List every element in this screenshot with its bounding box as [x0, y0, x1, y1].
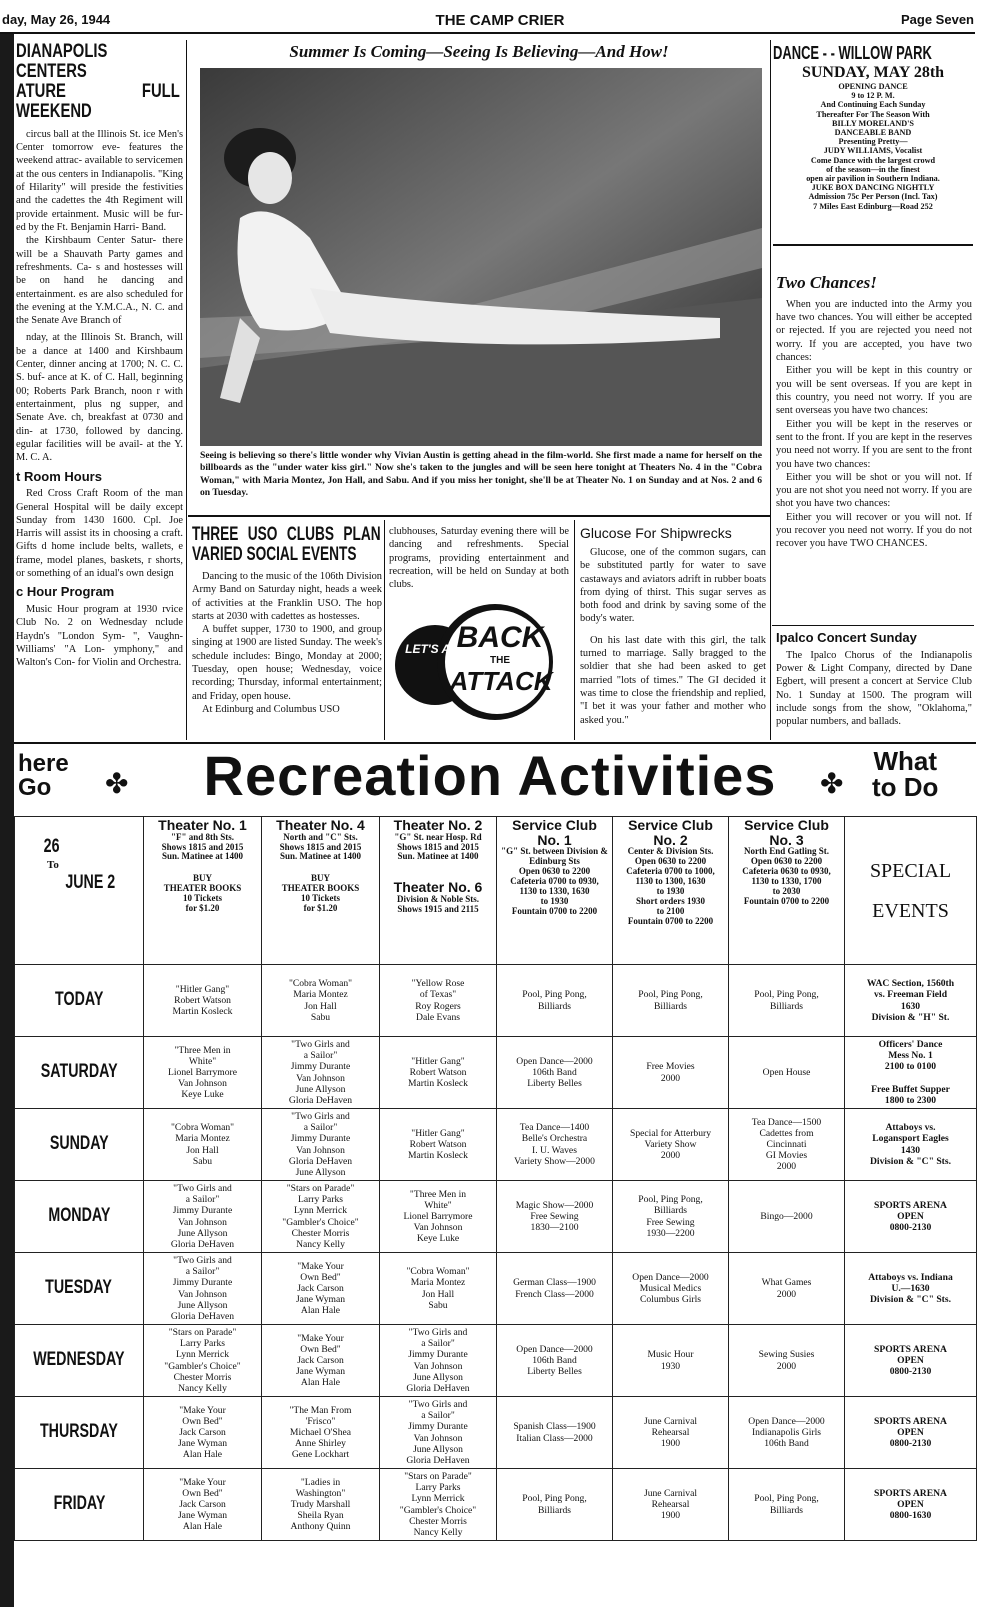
schedule-cell: Open Dance—2000 106th Band Liberty Belles — [497, 1037, 613, 1109]
schedule-cell: "Two Girls and a Sailor" Jimmy Durante Van Johnson Gloria DeHaven June Allyson — [262, 1109, 380, 1181]
schedule-cell: Open Dance—2000 Indianapolis Girls 106th Band — [729, 1397, 845, 1469]
col-detail: "G" St. near Hosp. Rd Shows 1815 and 2015 Sun. Matinee at 1400 — [394, 831, 482, 862]
lets-all-text: LET'S ALL — [405, 642, 465, 656]
uso-paragraph: Dancing to the music of the 106th Division Army Band on Saturday night, heads a week of activities at the Franklin USO. The hop starts at 2030 with cadettes as hostesses. — [192, 570, 382, 622]
banner-right: What to Do — [872, 746, 939, 802]
schedule-cell: Pool, Ping Pong, Billiards — [729, 965, 845, 1037]
col-header-service-club-1 — [497, 817, 613, 965]
glucose-paragraph: Glucose, one of the common sugars, can be substituted partly for water to save castaways and aviators adrift in rubber boats from dying of thirst. This sugar serves as both food and drink by saving some of the body's water. — [580, 546, 766, 625]
day-cell — [15, 1397, 144, 1469]
back-text: BACK — [456, 621, 544, 654]
schedule-cell: "Two Girls and a Sailor" Jimmy Durante Van Johnson June Allyson Gloria DeHaven — [144, 1181, 262, 1253]
schedule-cell: Special for Atterbury Variety Show 2000 — [613, 1109, 729, 1181]
schedule-cell: "The Man From 'Frisco" Michael O'Shea Anne Shirley Gene Lockhart — [262, 1397, 380, 1469]
schedule-cell: Tea Dance—1400 Belle's Orchestra I. U. Waves Variety Show—2000 — [497, 1109, 613, 1181]
schedule-cell: Magic Show—2000 Free Sewing 1830—2100 — [497, 1181, 613, 1253]
schedule-cell: "Cobra Woman" Maria Montez Jon Hall Sabu — [144, 1109, 262, 1181]
schedule-cell: Pool, Ping Pong, Billiards — [613, 965, 729, 1037]
two-chances-paragraph: Either you will recover or you will not. If you recover you need not worry. If you do not recover you have TWO CHANCES. — [776, 511, 972, 550]
day-label: THURSDAY — [40, 1421, 118, 1443]
schedule-cell: "Make Your Own Bed" Jack Carson Jane Wyman Alan Hale — [262, 1253, 380, 1325]
dance-ad-line: BILLY MORELAND'S — [832, 118, 914, 128]
left-column — [16, 42, 183, 752]
dance-ad-line: Thereafter For The Season With — [816, 109, 930, 119]
day-cell — [15, 1253, 144, 1325]
schedule-cell: "Cobra Woman" Maria Montez Jon Hall Sabu — [380, 1253, 497, 1325]
schedule-cell: Open Dance—2000 106th Band Liberty Belles — [497, 1325, 613, 1397]
glucose-headline: Glucose For Shipwrecks — [580, 525, 732, 541]
page-number: Page Seven — [901, 12, 974, 27]
dance-ad-line: Admission 75c Per Person (Incl. Tax) — [808, 192, 938, 202]
col-title: SPECIAL EVENTS — [869, 859, 952, 922]
col-extra: BUY THEATER BOOKS 10 Tickets for $1.20 — [281, 873, 360, 914]
dance-ad-line: Presenting Pretty— — [838, 137, 908, 147]
col-detail: "F" and 8th Sts. Shows 1815 and 2015 Sun. Matinee at 1400 — [161, 831, 244, 862]
schedule-cell: "Two Girls and a Sailor" Jimmy Durante Van Johnson June Allyson Gloria DeHaven — [380, 1325, 497, 1397]
dance-ad — [773, 44, 973, 246]
schedule-cell: "Cobra Woman" Maria Montez Jon Hall Sabu — [262, 965, 380, 1037]
schedule-cell: Free Movies 2000 — [613, 1037, 729, 1109]
col-header-theater-2 — [380, 817, 497, 965]
centers-paragraph: the Kirshbaum Center Satur- there will be a Shauvath Party games and refreshments. Ca- s and hostesses will be on hand he dancing and entertainment. es are also scheduled for the evening at the Y.M.C.A., N. C. and the Senate Ave Branch of — [16, 235, 183, 327]
day-cell — [15, 1181, 144, 1253]
photo-caption: Seeing is believing so there's little wonder why Vivian Austin is getting ahead in the film-world. She first made a name for herself on the billboards as the "under water kiss girl." Now she's taken to the jungles and will be seen here tonight at Theaters No. 4 in the "Cobra Woman," with Maria Montez, Jon Hall, and Sabu. And if you miss her tonight, she'll be at Theater No. 1 on Sunday and at Nos. 2 and 6 on Tuesday. — [200, 450, 762, 498]
schedule-cell: Open House — [729, 1037, 845, 1109]
recreation-schedule — [14, 816, 977, 1541]
centers-paragraph: nday, at the Illinois St. Branch, will be a dance at 1400 and Kirshbaum Center, dinner ancing at 1700; N. C. C. S. buf- ance at K. of C. Hall, beginning 00; Roberts Park Branch, noon r with entertainment, plus ng supper, and Senate Ave. ch, breakfast at 0730 and din- at 1730, followed by dancing. egular facilities will be avail- at the Y. M. C. A. — [16, 332, 183, 464]
two-chances-paragraph: Either you will be kept in the reserves or sent to the front. If you are kept in the reserves you need not worry. If you are sent to the front you have two chances: — [776, 418, 972, 470]
attack-text: ATTACK — [449, 666, 553, 696]
banner-ornament-left: ✤ — [105, 769, 129, 800]
vivian-austin-photo — [200, 68, 762, 446]
two-chances-paragraph: Either you will be kept in this country or you will be sent overseas. If you are kept in this country, you need not worry. If you are sent overseas you have two chances: — [776, 365, 972, 417]
centers-headline: DIANAPOLIS CENTERS ATURE FULL WEEKEND — [16, 42, 180, 122]
col-detail: North End Gatling St. Open 0630 to 2200 Cafeteria 0630 to 0930, 1130 to 1330, 1700 to 2030 Fountain 0700 to 2200 — [742, 846, 831, 906]
schedule-day-row — [15, 965, 977, 1037]
col-title: Theater No. 2 — [393, 817, 483, 833]
dance-ad-line: of the season—in the finest — [826, 164, 920, 174]
schedule-cell: SPORTS ARENA OPEN 0800-2130 — [845, 1325, 977, 1397]
day-label: TUESDAY — [45, 1277, 113, 1299]
section-rule — [772, 625, 974, 626]
schedule-cell: "Hitler Gang" Robert Watson Martin Kosleck — [380, 1109, 497, 1181]
day-label: SUNDAY — [49, 1133, 109, 1155]
schedule-cell: Sewing Susies 2000 — [729, 1325, 845, 1397]
col-title: Service Club No. 1 — [512, 817, 597, 848]
dance-ad-date: SUNDAY, MAY 28th — [801, 63, 945, 81]
schedule-cell: Attaboys vs. Indiana U.—1630 Division & "C" Sts. — [845, 1253, 977, 1325]
schedule-cell: "Stars on Parade" Larry Parks Lynn Merrick "Gambler's Choice" Chester Morris Nancy Kelly — [144, 1325, 262, 1397]
col-header-theater-1 — [144, 817, 262, 965]
dance-ad-line: JUDY WILLIAMS, Vocalist — [823, 146, 923, 156]
schedule-cell: "Stars on Parade" Larry Parks Lynn Merrick "Gambler's Choice" Chester Morris Nancy Kelly — [262, 1181, 380, 1253]
schedule-cell: Attaboys vs. Logansport Eagles 1430 Division & "C" Sts. — [845, 1109, 977, 1181]
banner-title: Recreation Activities — [203, 744, 777, 807]
schedule-day-row — [15, 1325, 977, 1397]
page-binding-edge — [0, 34, 14, 1607]
day-label: WEDNESDAY — [33, 1349, 125, 1371]
schedule-cell: Bingo—2000 — [729, 1181, 845, 1253]
two-chances-article — [776, 272, 972, 632]
dance-ad-line: 7 Miles East Edinburg—Road 252 — [813, 201, 933, 211]
schedule-cell: "Make Your Own Bed" Jack Carson Jane Wyman Alan Hale — [262, 1325, 380, 1397]
schedule-cell: SPORTS ARENA OPEN 0800-2130 — [845, 1181, 977, 1253]
dance-ad-line: JUKE BOX DANCING NIGHTLY — [811, 183, 935, 193]
ipalco-headline: Ipalco Concert Sunday — [776, 630, 917, 645]
schedule-cell: "Yellow Rose of Texas" Roy Rogers Dale Evans — [380, 965, 497, 1037]
issue-date: day, May 26, 1944 — [2, 12, 111, 27]
schedule-cell: What Games 2000 — [729, 1253, 845, 1325]
banner-left: here Go — [18, 750, 69, 801]
section-rule — [188, 515, 770, 517]
dance-ad-line: open air pavilion in Southern Indiana. — [806, 173, 940, 183]
day-cell — [15, 1109, 144, 1181]
day-cell — [15, 1469, 144, 1541]
photo-headline: Summer Is Coming—Seeing Is Believing—And How! — [289, 42, 669, 61]
uso-paragraph: A buffet supper, 1730 to 1900, and group singing at 1900 are listed Sunday. The week's schedule includes: Bingo, Monday at 2000; Tuesday, open house; Wednesday, voice recording; Thursday, informal entertainment; and Friday, open house. — [192, 624, 382, 702]
ipalco-text: The Ipalco Chorus of the Indianapolis Power & Light Company, directed by Dane Egbert, will present a concert at Service Club No. 1 Sunday at 1500. The program will include songs from the show, "Oklahoma," popular numbers, and ballads. — [776, 649, 972, 728]
col-title-theater-6: Theater No. 6 — [393, 879, 483, 896]
schedule-cell: Pool, Ping Pong, Billiards — [729, 1469, 845, 1541]
schedule-cell: SPORTS ARENA OPEN 0800-2130 — [845, 1397, 977, 1469]
col-header-special-events — [845, 817, 977, 965]
schedule-cell: Tea Dance—1500 Cadettes from Cincinnati GI Movies 2000 — [729, 1109, 845, 1181]
date-to-label: To — [47, 858, 59, 871]
day-cell — [15, 1037, 144, 1109]
schedule-day-row — [15, 1181, 977, 1253]
schedule-cell: "Hitler Gang" Robert Watson Martin Kosleck — [144, 965, 262, 1037]
schedule-cell: "Two Girls and a Sailor" Jimmy Durante Van Johnson June Allyson Gloria DeHaven — [262, 1037, 380, 1109]
schedule-cell: June Carnival Rehearsal 1900 — [613, 1469, 729, 1541]
date-range-cell — [15, 817, 144, 965]
schedule-cell: WAC Section, 1560th vs. Freeman Field 1630 Division & "H" St. — [845, 965, 977, 1037]
col-header-service-club-2 — [613, 817, 729, 965]
schedule-cell: Pool, Ping Pong, Billiards — [497, 965, 613, 1037]
back-the-attack-emblem — [395, 600, 565, 730]
uso-article — [192, 525, 382, 740]
glucose-article — [580, 525, 766, 740]
craft-room-subhead: t Room Hours — [16, 468, 102, 484]
schedule-cell: German Class—1900 French Class—2000 — [497, 1253, 613, 1325]
schedule-cell: Pool, Ping Pong, Billiards Free Sewing 1930—2200 — [613, 1181, 729, 1253]
two-chances-headline: Two Chances! — [776, 273, 877, 292]
schedule-cell: "Make Your Own Bed" Jack Carson Jane Wyman Alan Hale — [144, 1469, 262, 1541]
column-rule — [574, 520, 575, 740]
schedule-cell: "Make Your Own Bed" Jack Carson Jane Wyman Alan Hale — [144, 1397, 262, 1469]
day-label: TODAY — [54, 989, 104, 1011]
uso-paragraph: At Edinburg and Columbus USO — [202, 704, 340, 715]
schedule-day-row — [15, 1397, 977, 1469]
day-label: SATURDAY — [40, 1061, 118, 1083]
schedule-cell: Open Dance—2000 Musical Medics Columbus Girls — [613, 1253, 729, 1325]
uso-headline: THREE USO CLUBS PLAN VARIED SOCIAL EVENTS — [192, 525, 381, 565]
dance-ad-line: OPENING DANCE — [838, 82, 908, 92]
column-rule — [384, 520, 385, 740]
photo-illustration — [200, 68, 762, 446]
col-title: Theater No. 1 — [158, 817, 247, 833]
date-from: 26 — [43, 836, 60, 857]
music-hour-text: Music Hour program at 1930 rvice Club No. 2 on Wednesday nclude Haydn's "London Sym- ", Vaughn-Williams' "A Lon- ymphony," and Walton's Con- for Violin and Orchestra. — [16, 604, 183, 669]
schedule-cell: Music Hour 1930 — [613, 1325, 729, 1397]
schedule-cell: "Two Girls and a Sailor" Jimmy Durante Van Johnson June Allyson Gloria DeHaven — [380, 1397, 497, 1469]
schedule-cell: "Three Men in White" Lionel Barrymore Van Johnson Keye Luke — [144, 1037, 262, 1109]
dance-ad-line: Come Dance with the largest crowd — [810, 155, 936, 165]
dance-ad-lines — [773, 82, 973, 211]
day-cell — [15, 965, 144, 1037]
schedule-cell: Officers' Dance Mess No. 1 2100 to 0100 Free Buffet Supper 1800 to 2300 — [845, 1037, 977, 1109]
day-cell — [15, 1325, 144, 1397]
two-chances-paragraph: Either you will be shot or you will not. If you are not shot you need not worry. If you are shot you have two chances: — [776, 471, 972, 510]
col-detail: "G" St. between Division & Edinburg Sts Open 0630 to 2200 Cafeteria 0700 to 0930, 1130 to 1330, 1630 to 1930 Fountain 0700 to 2200 — [501, 846, 608, 916]
schedule-header-row — [15, 817, 977, 965]
dance-ad-title: DANCE - - WILLOW PARK — [773, 43, 932, 63]
schedule-cell: June Carnival Rehearsal 1900 — [613, 1397, 729, 1469]
schedule-cell: SPORTS ARENA OPEN 0800-1630 — [845, 1469, 977, 1541]
schedule-day-row — [15, 1037, 977, 1109]
day-label: FRIDAY — [53, 1493, 105, 1515]
dance-ad-line: And Continuing Each Sunday — [820, 100, 926, 110]
col-detail: Center & Division Sts. Open 0630 to 2200 Cafeteria 0700 to 1000, 1130 to 1300, 1630 to 1930 Short orders 1930 to 2100 Fountain 0700 to 2200 — [626, 846, 715, 926]
masthead-rule — [0, 32, 975, 34]
schedule-cell: Spanish Class—1900 Italian Class—2000 — [497, 1397, 613, 1469]
col-extra: BUY THEATER BOOKS 10 Tickets for $1.20 — [163, 873, 242, 914]
the-text: THE — [490, 655, 510, 666]
day-label: MONDAY — [47, 1205, 111, 1227]
music-hour-subhead: c Hour Program — [16, 584, 115, 600]
col-title: Service Club No. 2 — [628, 817, 713, 848]
schedule-cell: "Two Girls and a Sailor" Jimmy Durante Van Johnson June Allyson Gloria DeHaven — [144, 1253, 262, 1325]
column-rule — [186, 40, 187, 740]
col-title: Service Club No. 3 — [744, 817, 829, 848]
banner-ornament-right: ✤ — [820, 769, 844, 800]
col-header-service-club-3 — [729, 817, 845, 965]
two-chances-paragraph: When you are inducted into the Army you have two chances. You will either be accepted or rejected. If you are rejected you need not worry. If you are accepted, you have two chances: — [776, 298, 972, 363]
dance-ad-line: DANCEABLE BAND — [834, 128, 912, 138]
col-header-theater-4 — [262, 817, 380, 965]
schedule-day-row — [15, 1253, 977, 1325]
schedule-day-row — [15, 1469, 977, 1541]
uso-continued: clubhouses, Saturday evening there will be dancing and refreshments. Special programs, providing entertainment and recreation, will be held on Sunday at both clubs. — [389, 526, 569, 591]
schedule-cell: "Ladies in Washington" Trudy Marshall Sheila Ryan Anthony Quinn — [262, 1469, 380, 1541]
schedule-cell: "Stars on Parade" Larry Parks Lynn Merrick "Gambler's Choice" Chester Morris Nancy Kelly — [380, 1469, 497, 1541]
column-rule — [770, 40, 771, 740]
date-to: JUNE 2 — [65, 871, 116, 893]
col-extra: Division & Noble Sts. Shows 1915 and 2115 — [396, 894, 479, 914]
schedule-cell: Pool, Ping Pong, Billiards — [497, 1469, 613, 1541]
ipalco-article — [776, 630, 972, 740]
glucose-paragraph: On his last date with this girl, the talk turned to marriage. Sally bragged to the soldier that she had been asked to get married "lots of times." The GI decided it was time to close the friendship and replied, "I bet it was your father and mother who asked you." — [580, 634, 766, 726]
centers-paragraph: circus ball at the Illinois St. ice Men's Center tomorrow eve- features the weekend attrac- available to servicemen at the ous centers in Indianapolis. "King of Hilarity" will preside the festivities and the cadettes the 4th Regiment will provide ertainment. Music will be fur- ed by the Ft. Benjamin Harri- Band. — [16, 128, 183, 233]
craft-room-text: Red Cross Craft Room of the man General Hospital will be daily except Sunday from 1430 1600. Cpl. Joe Harris will assist its in choosing a craft. Gifts d home include belts, wallets, e frame, model planes, baskets, r shorts, or something of an idual's own design — [16, 488, 183, 580]
col-title: Theater No. 4 — [276, 817, 365, 833]
schedule-cell: "Three Men in White" Lionel Barrymore Van Johnson Keye Luke — [380, 1181, 497, 1253]
col-detail: North and "C" Sts. Shows 1815 and 2015 Sun. Matinee at 1400 — [279, 831, 362, 862]
schedule-day-row — [15, 1109, 977, 1181]
dance-ad-line: 9 to 12 P. M. — [851, 91, 895, 101]
paper-name: THE CAMP CRIER — [435, 12, 565, 29]
schedule-cell: "Hitler Gang" Robert Watson Martin Kosleck — [380, 1037, 497, 1109]
